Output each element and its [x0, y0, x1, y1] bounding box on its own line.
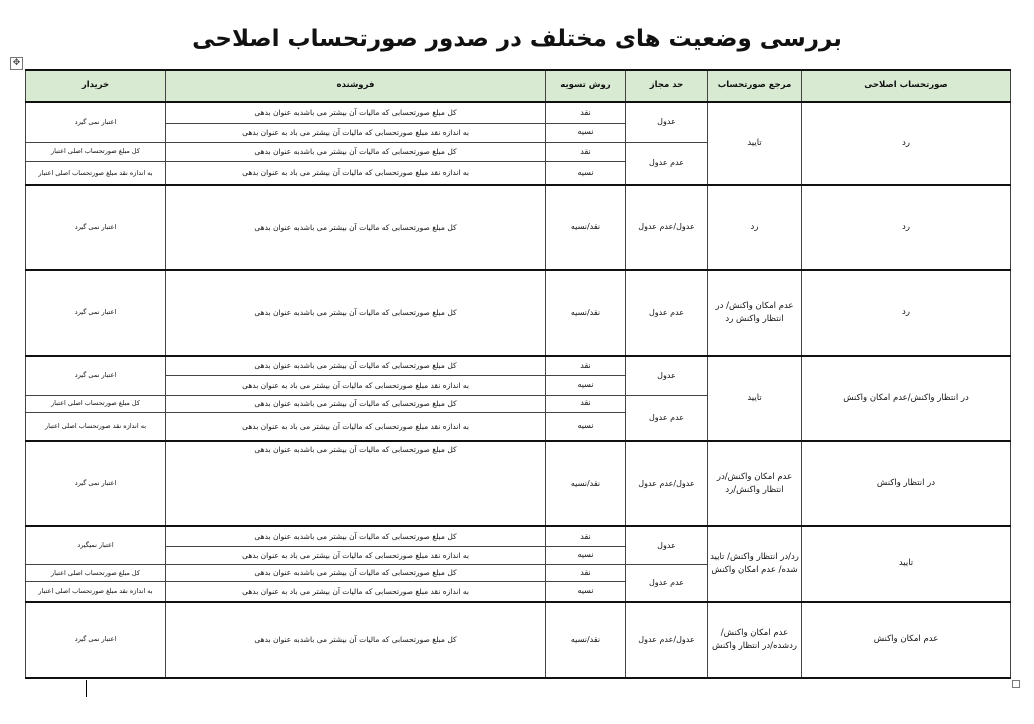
- seller-cell: به اندازه نقد مبلغ صورتحسابی که مالیات آن بیشتر می باد به عنوان بدهی: [166, 547, 546, 565]
- reference-cell: عدم امکان واکنش/در انتظار واکنش/رد: [708, 441, 802, 526]
- move-handle-icon[interactable]: ✥: [10, 57, 23, 70]
- buyer-cell: اعتبار نمی گیرد: [26, 602, 166, 678]
- seller-cell: کل مبلغ صورتحسابی که مالیات آن بیشتر می باشدبه عنوان بدهی: [166, 185, 546, 269]
- corrective-cell: در انتظار واکنش/عدم امکان واکنش: [802, 356, 1011, 441]
- settlement-cell: نقد: [546, 356, 626, 376]
- settlement-cell: نسیه: [546, 376, 626, 395]
- seller-cell: کل مبلغ صورتحسابی که مالیات آن بیشتر می باشدبه عنوان بدهی: [166, 395, 546, 412]
- settlement-cell: نقد/نسیه: [546, 441, 626, 526]
- limit-cell: عدول: [626, 102, 708, 142]
- seller-cell: کل مبلغ صورتحسابی که مالیات آن بیشتر می باشدبه عنوان بدهی: [166, 526, 546, 546]
- buyer-cell: اعتبار نمی گیرد: [26, 102, 166, 142]
- buyer-cell: اعتبار نمی گیرد: [26, 356, 166, 395]
- buyer-cell: به اندازه نقد مبلغ صورتحساب اصلی اعتبار: [26, 582, 166, 602]
- corrective-cell: رد: [802, 270, 1011, 356]
- reference-cell: رد: [708, 185, 802, 269]
- buyer-cell: کل مبلغ صورتحساب اصلی اعتبار: [26, 395, 166, 412]
- table-row: [26, 270, 1011, 356]
- settlement-cell: نقد: [546, 102, 626, 123]
- seller-cell: به اندازه نقد مبلغ صورتحسابی که مالیات آن بیشتر می باد به عنوان بدهی: [166, 582, 546, 602]
- settlement-cell: نقد/نسیه: [546, 602, 626, 678]
- resize-handle-icon[interactable]: [1012, 680, 1020, 688]
- settlement-cell: نقد/نسیه: [546, 185, 626, 269]
- settlement-cell: نسیه: [546, 123, 626, 142]
- settlement-cell: نقد: [546, 395, 626, 412]
- seller-cell: به اندازه نقد مبلغ صورتحسابی که مالیات آن بیشتر می باد به عنوان بدهی: [166, 161, 546, 185]
- header-settlement: روش تسویه: [546, 70, 626, 102]
- limit-cell: عدم عدول: [626, 142, 708, 185]
- header-reference: مرجع صورتحساب: [708, 70, 802, 102]
- seller-cell: کل مبلغ صورتحسابی که مالیات آن بیشتر می باشدبه عنوان بدهی: [166, 441, 546, 526]
- settlement-cell: نسیه: [546, 412, 626, 441]
- settlement-cell: نقد: [546, 526, 626, 546]
- table-row: [26, 102, 1011, 123]
- status-table: [25, 69, 1011, 679]
- seller-cell: کل مبلغ صورتحسابی که مالیات آن بیشتر می باشدبه عنوان بدهی: [166, 356, 546, 376]
- limit-cell: عدول/عدم عدول: [626, 602, 708, 678]
- table-row: [26, 356, 1011, 376]
- limit-cell: عدم عدول: [626, 270, 708, 356]
- limit-cell: عدول/عدم عدول: [626, 185, 708, 269]
- limit-cell: عدم عدول: [626, 395, 708, 441]
- buyer-cell: اعتبار نمی گیرد: [26, 270, 166, 356]
- seller-cell: کل مبلغ صورتحسابی که مالیات آن بیشتر می باشدبه عنوان بدهی: [166, 270, 546, 356]
- seller-cell: به اندازه نقد مبلغ صورتحسابی که مالیات آن بیشتر می باد به عنوان بدهی: [166, 412, 546, 441]
- corrective-cell: رد: [802, 185, 1011, 269]
- text-cursor: [86, 680, 87, 697]
- header-corrective: صورتحساب اصلاحی: [802, 70, 1011, 102]
- seller-cell: به اندازه نقد مبلغ صورتحسابی که مالیات آن بیشتر می باد به عنوان بدهی: [166, 123, 546, 142]
- seller-cell: کل مبلغ صورتحسابی که مالیات آن بیشتر می باشدبه عنوان بدهی: [166, 102, 546, 123]
- table-row: [26, 185, 1011, 269]
- limit-cell: عدول: [626, 356, 708, 395]
- limit-cell: عدم عدول: [626, 565, 708, 602]
- corrective-cell: تایید: [802, 526, 1011, 601]
- page-title: بررسی وضعیت های مختلف در صدور صورتحساب اصلاحی: [192, 26, 842, 52]
- settlement-cell: نسیه: [546, 547, 626, 565]
- seller-cell: کل مبلغ صورتحسابی که مالیات آن بیشتر می باشدبه عنوان بدهی: [166, 565, 546, 582]
- reference-cell: تایید: [708, 102, 802, 185]
- limit-cell: عدول/عدم عدول: [626, 441, 708, 526]
- limit-cell: عدول: [626, 526, 708, 564]
- seller-cell: به اندازه نقد مبلغ صورتحسابی که مالیات آن بیشتر می باد به عنوان بدهی: [166, 376, 546, 395]
- settlement-cell: نقد: [546, 142, 626, 161]
- buyer-cell: به اندازه نقد صورتحساب اصلی اعتبار: [26, 412, 166, 441]
- table-row: [26, 441, 1011, 526]
- reference-cell: تایید: [708, 356, 802, 441]
- reference-cell: عدم امکان واکنش/ ردشده/در انتظار واکنش: [708, 602, 802, 678]
- settlement-cell: نسیه: [546, 582, 626, 602]
- settlement-cell: نسیه: [546, 161, 626, 185]
- header-limit: حد مجاز: [626, 70, 708, 102]
- buyer-cell: به اندازه نقد مبلغ صورتحساب اصلی اعتبار: [26, 161, 166, 185]
- reference-cell: عدم امکان واکنش/ در انتظار واکنش رد: [708, 270, 802, 356]
- buyer-cell: اعتبار نمی گیرد: [26, 441, 166, 526]
- seller-cell: کل مبلغ صورتحسابی که مالیات آن بیشتر می باشدبه عنوان بدهی: [166, 142, 546, 161]
- buyer-cell: کل مبلغ صورتحساب اصلی اعتبار: [26, 142, 166, 161]
- buyer-cell: کل مبلغ صورتحساب اصلی اعتبار: [26, 565, 166, 582]
- corrective-cell: در انتظار واکنش: [802, 441, 1011, 526]
- header-row: [26, 70, 1011, 102]
- corrective-cell: رد: [802, 102, 1011, 185]
- reference-cell: رد/در انتظار واکنش/ تایید شده/ عدم امکان واکنش: [708, 526, 802, 601]
- table-row: [26, 526, 1011, 546]
- table-row: [26, 602, 1011, 678]
- header-seller: فروشنده: [166, 70, 546, 102]
- seller-cell: کل مبلغ صورتحسابی که مالیات آن بیشتر می باشدبه عنوان بدهی: [166, 602, 546, 678]
- header-buyer: خریدار: [26, 70, 166, 102]
- corrective-cell: عدم امکان واکنش: [802, 602, 1011, 678]
- buyer-cell: اعتبار نمی گیرد: [26, 185, 166, 269]
- settlement-cell: نقد: [546, 565, 626, 582]
- buyer-cell: اعتبار نمیگیرد: [26, 526, 166, 564]
- settlement-cell: نقد/نسیه: [546, 270, 626, 356]
